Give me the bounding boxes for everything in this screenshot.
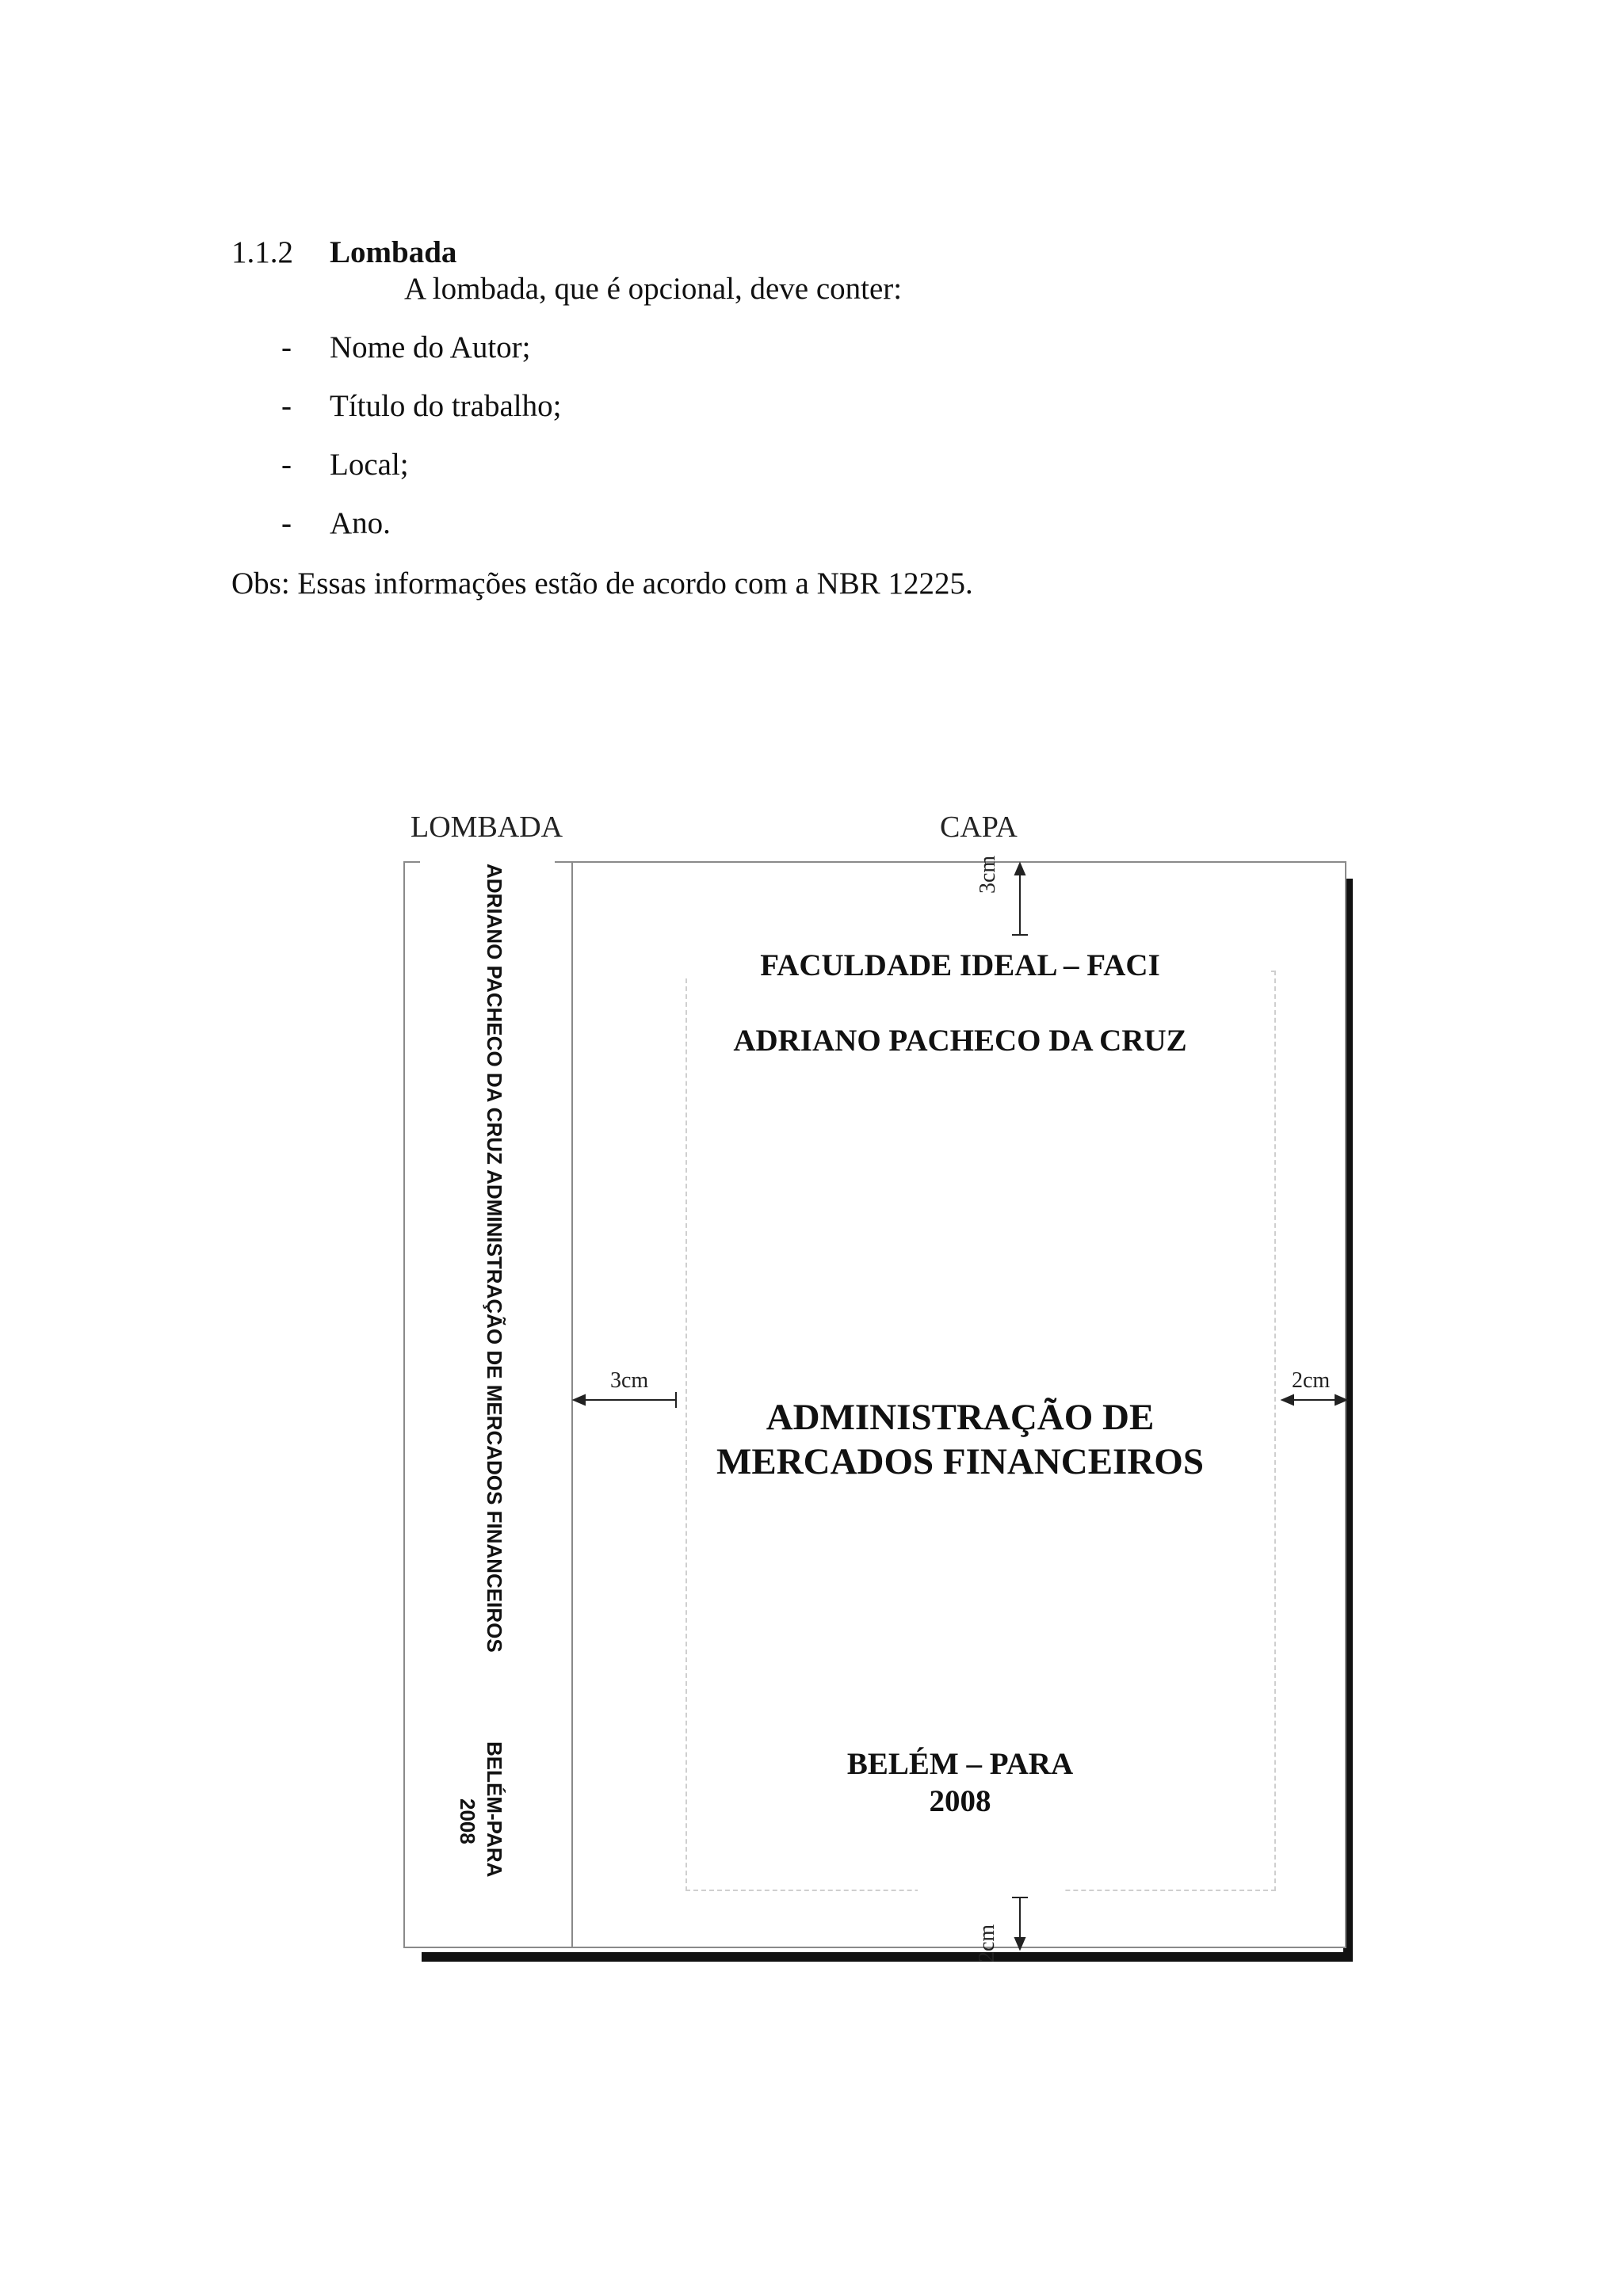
observation-note: Obs: Essas informações estão de acordo com a NBR 12225. — [231, 566, 973, 601]
spine-year: 2008 — [456, 1798, 479, 1844]
dim-right-arrowhead — [1335, 1395, 1346, 1405]
cover-author: ADRIANO PACHECO DA CRUZ — [733, 1024, 1187, 1058]
list-bullet: - — [281, 448, 292, 482]
dim-left-arrowhead — [574, 1395, 585, 1405]
figure-label-spine: LOMBADA — [411, 810, 563, 844]
margin-top-label: 3cm — [976, 855, 1000, 894]
figure-label-cover: CAPA — [940, 810, 1018, 844]
cover-city: BELÉM – PARA — [846, 1747, 1074, 1781]
list-item: Ano. — [330, 506, 391, 540]
margin-right-label: 2cm — [1292, 1368, 1331, 1393]
list-item: Local; — [330, 448, 409, 482]
list-item: Título do trabalho; — [330, 389, 562, 423]
cover-year: 2008 — [929, 1784, 991, 1818]
section-title: Lombada — [330, 235, 457, 269]
list-item: Nome do Autor; — [330, 330, 531, 364]
dim-bottom-arrowhead — [1015, 1938, 1025, 1949]
dim-right-arrowhead-left — [1282, 1395, 1293, 1405]
section-intro: A lombada, que é opcional, deve conter: — [404, 272, 903, 306]
spine-location: BELÉM-PARA — [483, 1741, 506, 1878]
cover-title-line-2: MERCADOS FINANCEIROS — [716, 1441, 1204, 1482]
cover-title-line-1: ADMINISTRAÇÃO DE — [766, 1397, 1155, 1438]
margin-left-label: 3cm — [610, 1368, 649, 1393]
list-bullet: - — [281, 506, 292, 540]
cover-institution: FACULDADE IDEAL – FACI — [760, 948, 1160, 982]
margin-bottom-label: 2cm — [975, 1924, 999, 1962]
spine-author-title: ADRIANO PACHECO DA CRUZ ADMINISTRAÇÃO DE MERCADOS FINANCEIROS — [483, 864, 506, 1653]
dim-top-arrowhead — [1015, 864, 1025, 875]
section-number: 1.1.2 — [231, 235, 293, 269]
list-bullet: - — [281, 330, 292, 364]
list-bullet: - — [281, 389, 292, 423]
